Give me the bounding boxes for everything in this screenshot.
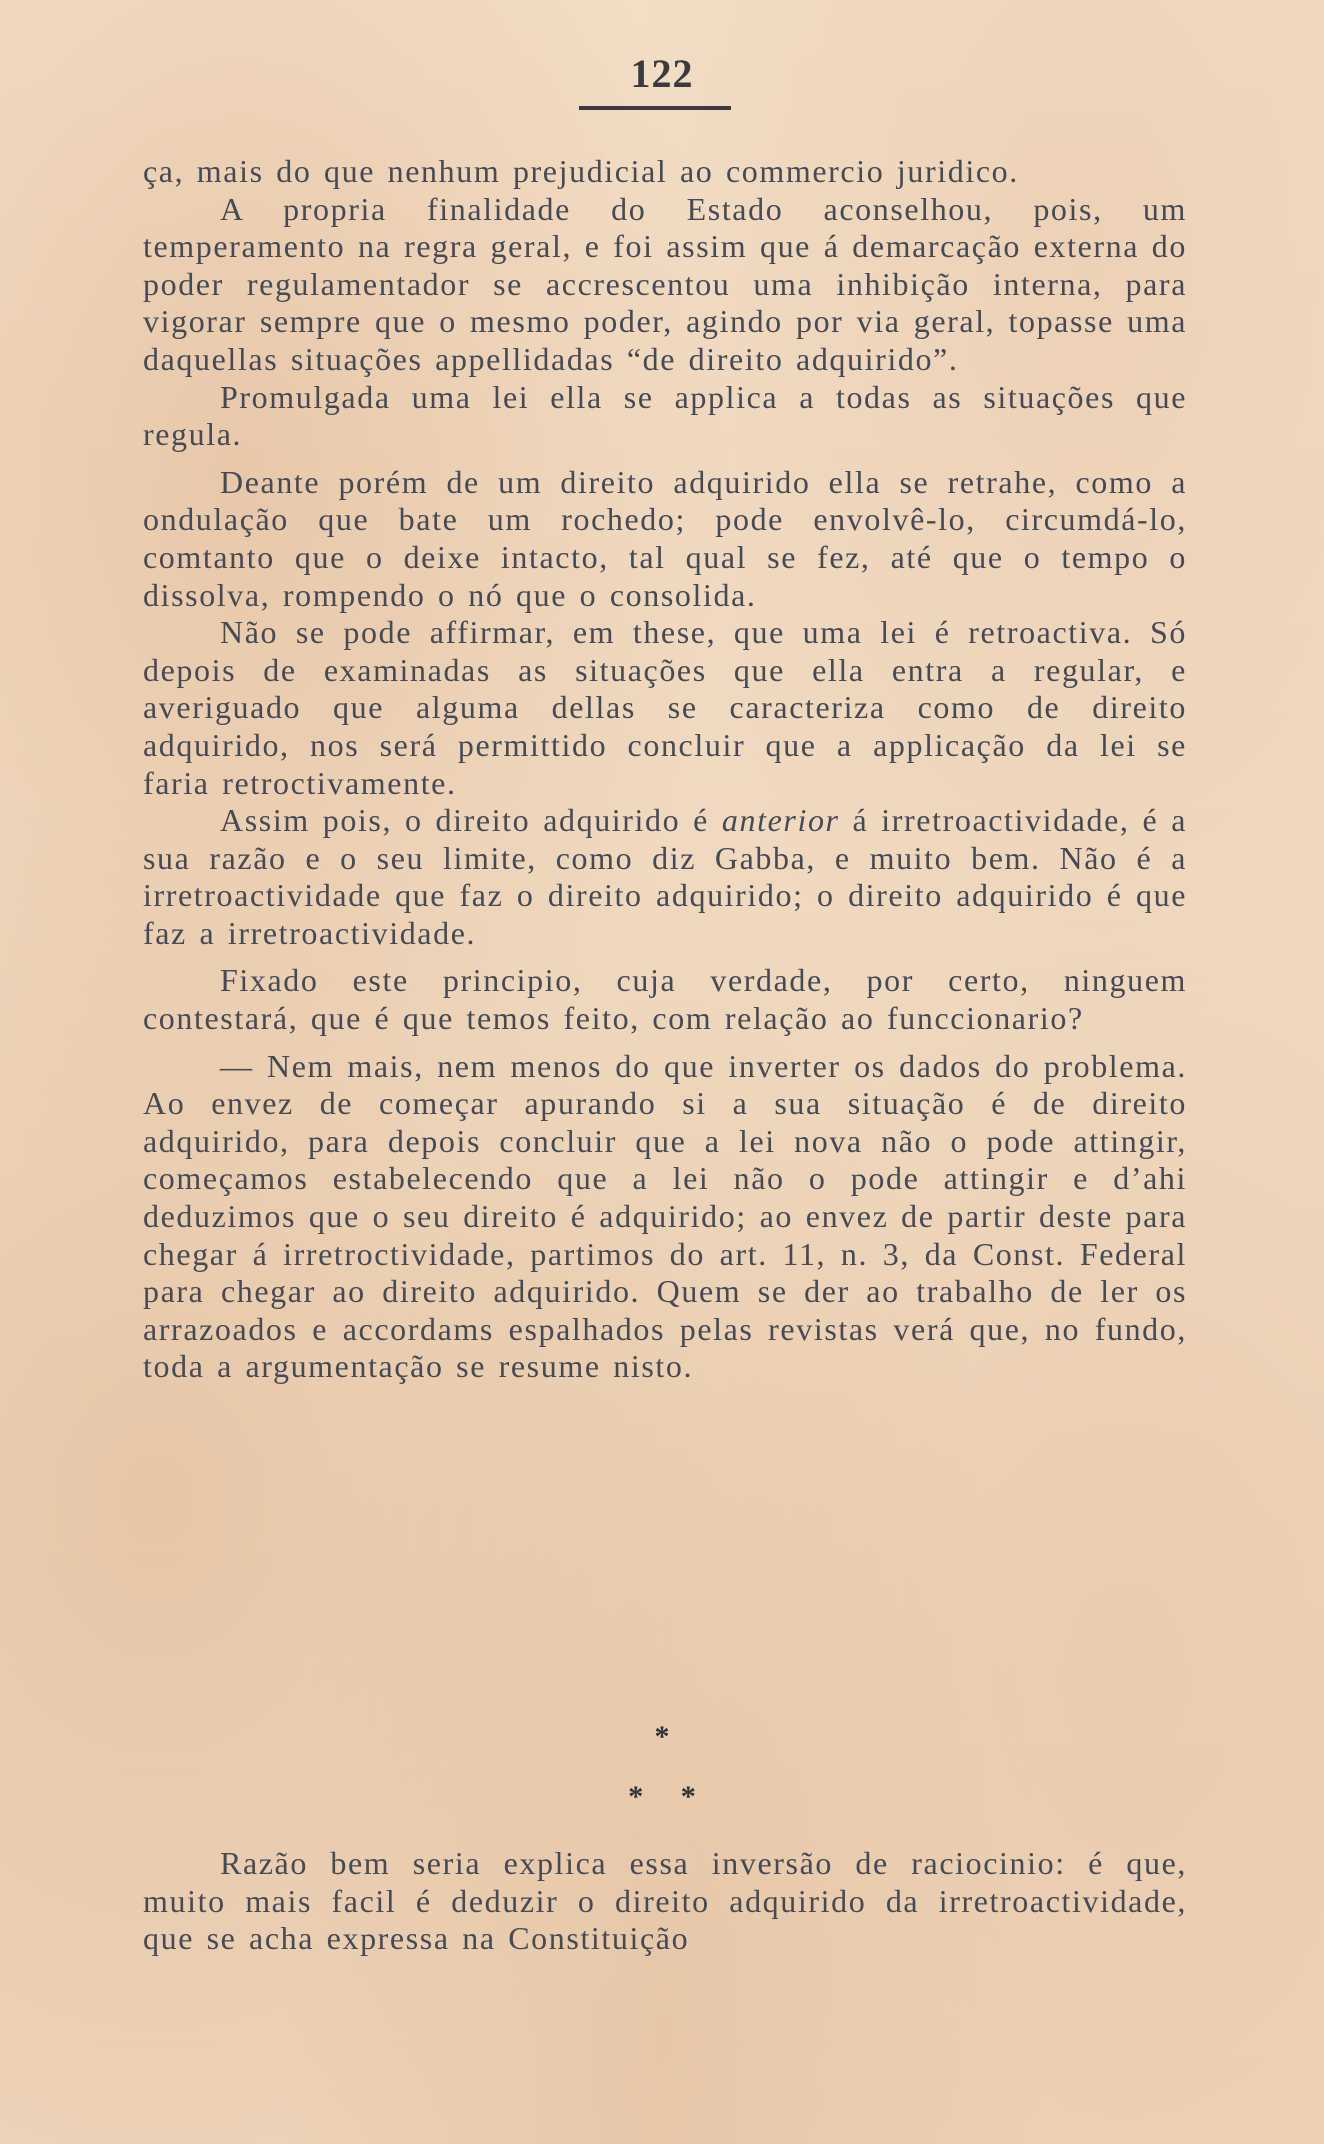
paragraph-these: Não se pode affirmar, em these, que uma lei é retroactiva. Só depois de examinadas as situações que ella entra a regular, e averiguado que alguma dellas se caracteriza como de direito adquirido, nos será permittido concluir que a applicação da lei se faria retroctivamente. (143, 614, 1187, 801)
paragraph-assim-pois-end: á irretroactividade, é a sua razão e o seu limite, como diz Gabba, e muito bem. Não é a irretroactividade que faz o direito adquirido; o direito adquirido é que faz a irretroactividade. (143, 802, 1188, 951)
paragraph-fixado: Fixado este principio, cuja verdade, por certo, ninguem contestará, que é que temos feito, com relação ao funccionario? (143, 962, 1187, 1037)
main-text (143, 153, 1187, 1386)
paragraph-finalidade: A propria finalidade do Estado aconselhou, pois, um temperamento na regra geral, e foi assim que á demarcação externa do poder regulamentador se accrescentou uma inhibição interna, para vigorar sempre que o mesmo poder, agindo por via geral, topasse uma daquellas situações appellidadas “de direito adquirido”. (143, 190, 1187, 377)
paragraph-razao: Razão bem seria explica essa inversão de raciocinio: é que, muito mais facil é deduzir o direito adquirido da irretroactividade, que se acha expressa na Constituição (143, 1845, 1187, 1957)
paragraph-promulgada: Promulgada uma lei ella se applica a todas as situações que regula. (143, 378, 1187, 453)
emphasis-anterior: anterior (721, 802, 840, 839)
page-number: 122 (630, 51, 694, 96)
paragraph-continuation: ça, mais do que nenhum prejudicial ao commercio juridico. (143, 153, 1019, 189)
section-separator-bottom: * * (628, 1780, 696, 1813)
section-separator-top: * (654, 1720, 670, 1753)
paragraph-deante: Deante porém de um direito adquirido ella se retrahe, como a ondulação que bate um rochedo; pode envolvê-lo, circumdá-lo, comtanto que o deixe intacto, tal qual se fez, até que o tempo o dissolva, rompendo o nó que o consolida. (143, 463, 1187, 613)
paragraph-nem-mais: — Nem mais, nem menos do que inverter os dados do problema. Ao envez de começar apurando si a sua situação é de direito adquirido, para depois concluir que a lei nova não o pode attingir, começamos estabelecendo que a lei não o pode attingir e d’ahi deduzimos que o seu direito é adquirido; ao envez de partir deste para chegar á irretroctividade, partimos do art. 11, n. 3, da Const. Federal para chegar ao direito adquirido. Quem se der ao trabalho de ler os arrazoados e accordams espalhados pelas revistas verá que, no fundo, toda a argumentação se resume nisto. (143, 1047, 1187, 1385)
paragraph-assim-pois-start: Assim pois, o direito adquirido é (220, 802, 722, 839)
closing-text (143, 1845, 1187, 1958)
page-number-underline (579, 106, 731, 110)
paragraph-assim-pois (143, 802, 1187, 952)
